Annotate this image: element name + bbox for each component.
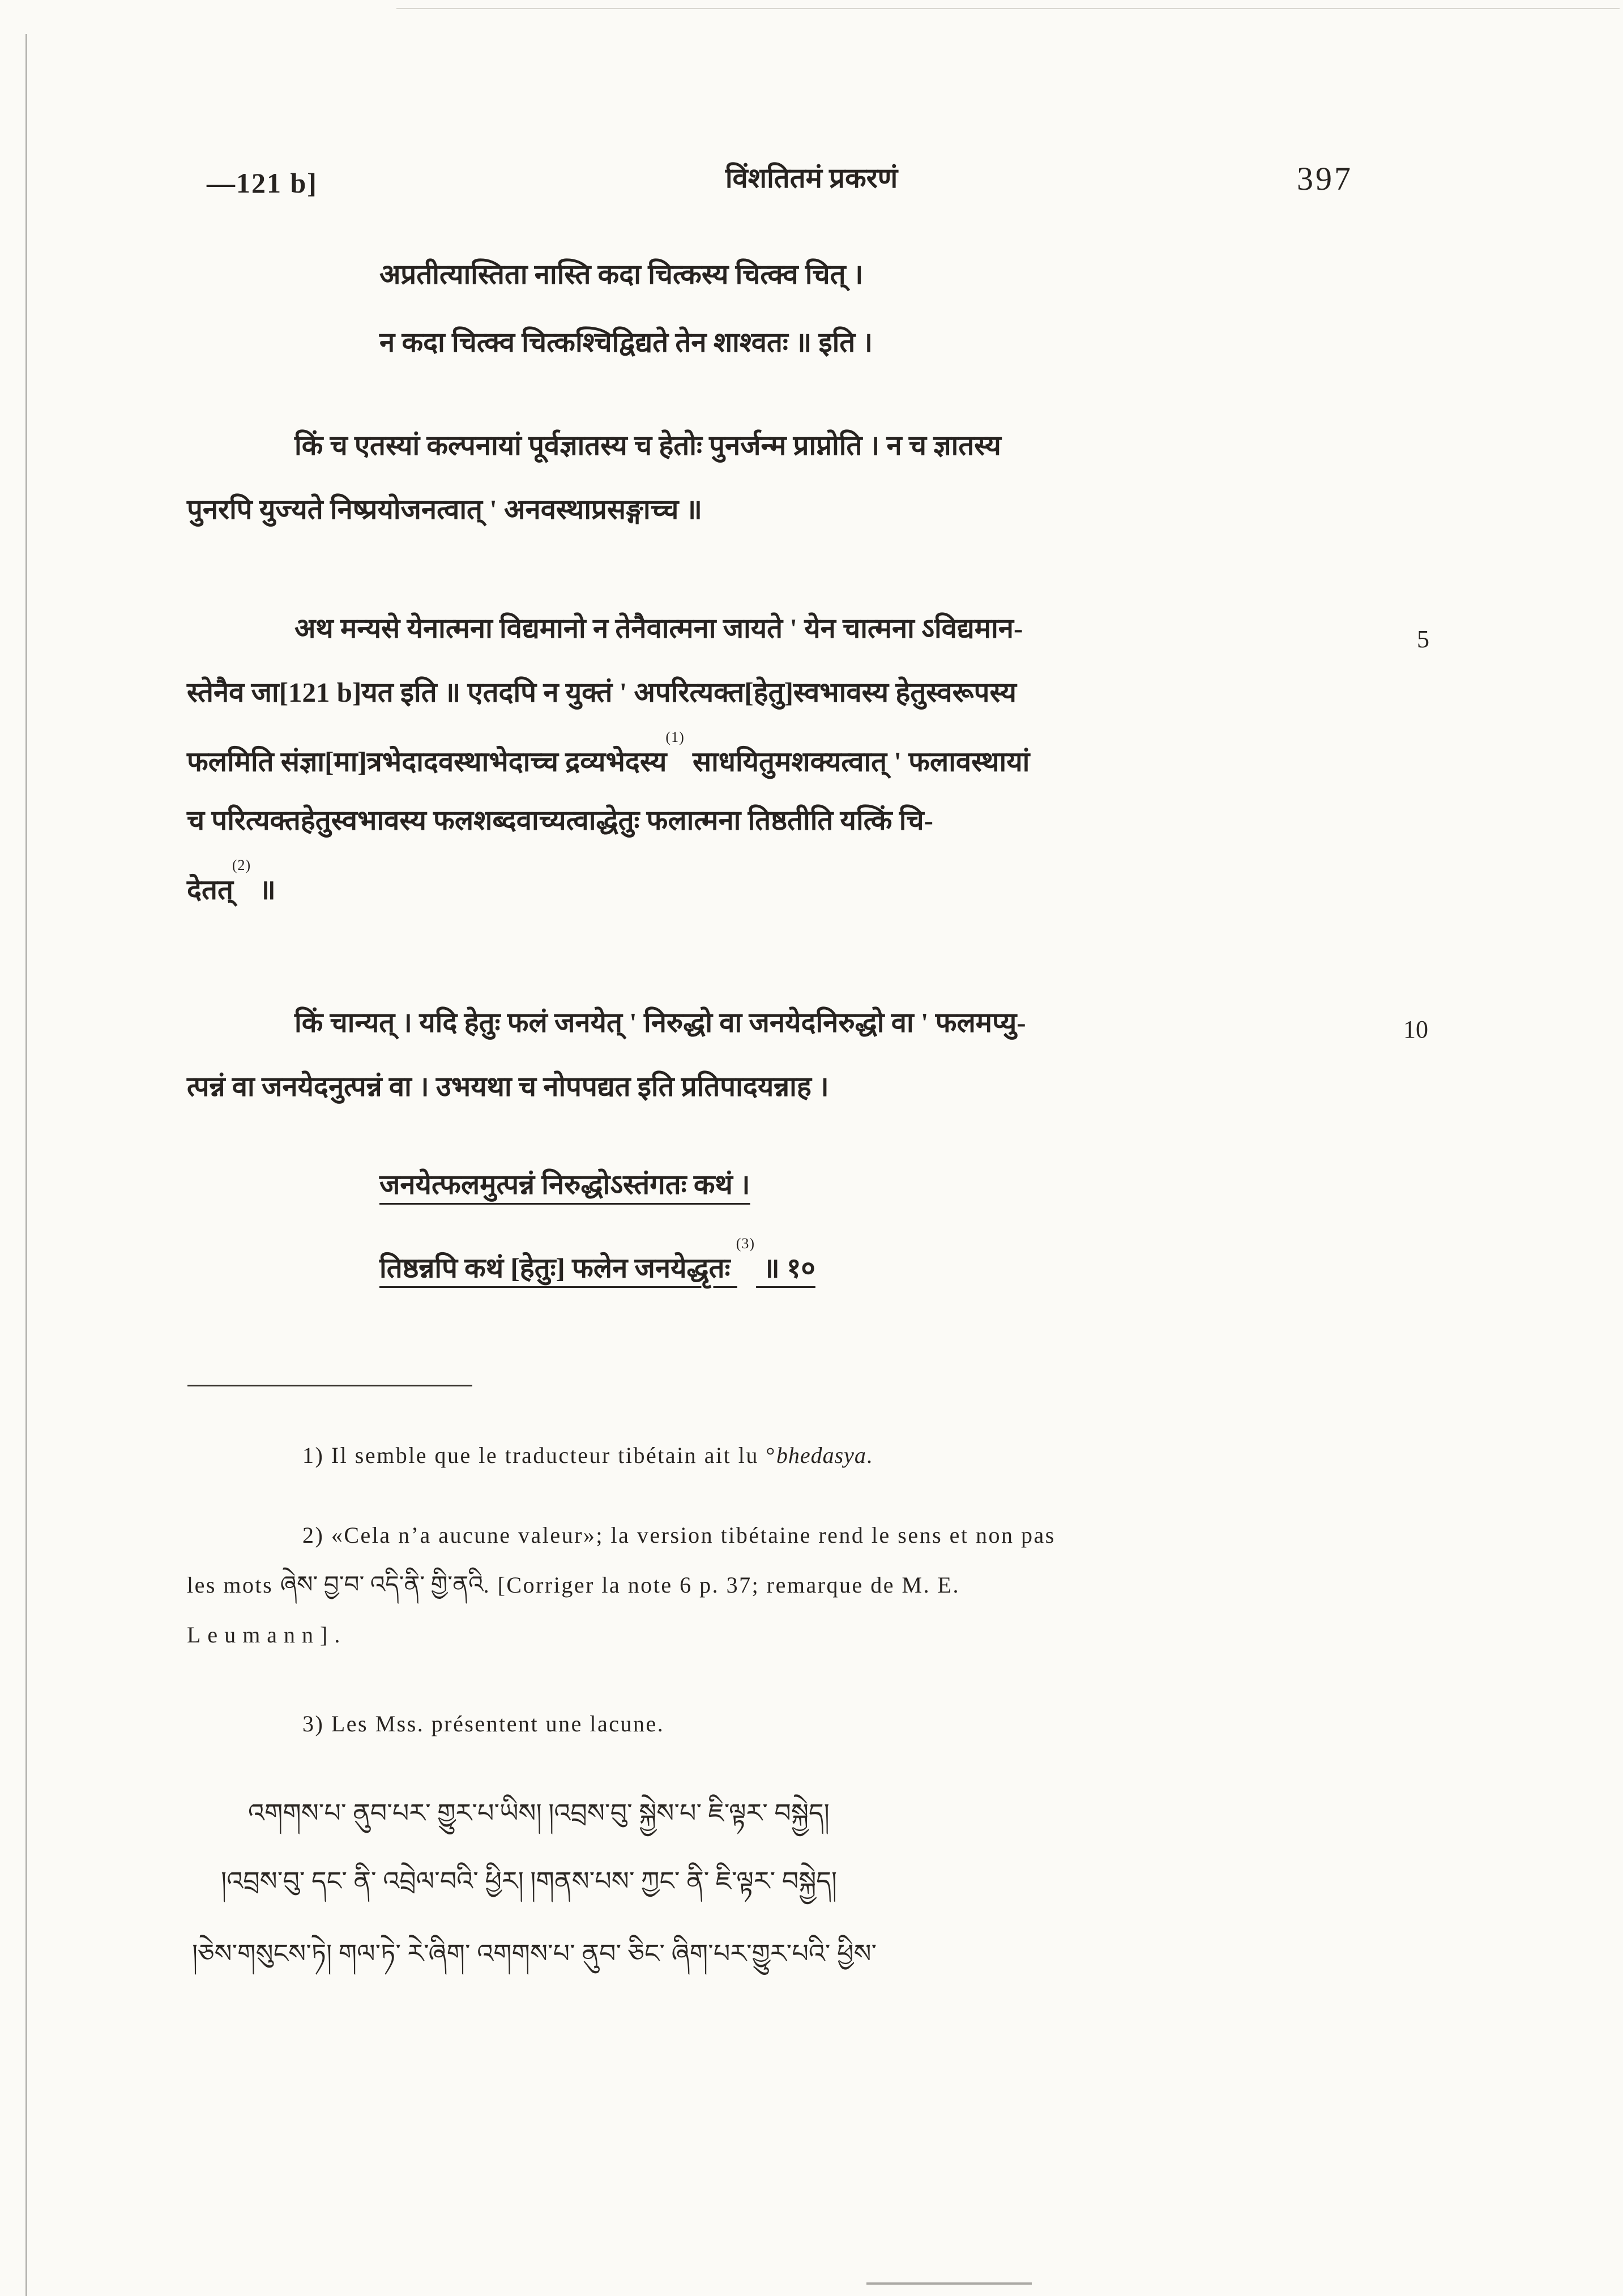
prose-paragraph-3 (187, 991, 1026, 1119)
body-line (187, 724, 1030, 788)
body-line: त्पन्नं वा जनयेदनुत्पन्नं वा । उभयथा च नोपपद्यत इति प्रतिपादयन्नाह । (187, 1071, 829, 1102)
footnote-separator-rule (187, 1385, 472, 1386)
margin-line-number-10: 10 (1403, 1015, 1428, 1043)
body-line-segment: फलमिति संज्ञा[मा]त्रभेदादवस्थाभेदाच्च द्रव्यभेदस्य (187, 746, 667, 778)
footnote-marker-3: (3) (736, 1235, 755, 1252)
footnote-line (187, 1560, 1056, 1610)
folio-marker: —121 b] (207, 167, 318, 199)
body-line: च परित्यक्तहेतुस्वभावस्य फलशब्दवाच्यत्वाद्धेतुः फलात्मना तिष्ठतीति यत्किं चि- (187, 805, 933, 836)
verse-line-segment: ॥ १० (756, 1252, 815, 1284)
tibetan-verse-line-2: །འབྲས་བུ་ དང་ ནི་ འབྲེལ་བའི་ ཕྱིར། །གནས་པས་ ཀྱང་ ནི་ ཇི་ལྟར་ བསྐྱེད། (221, 1867, 838, 1896)
margin-line-number-5: 5 (1417, 625, 1429, 653)
verse-line: न कदा चित्क्व चित्कश्चिद्विद्यते तेन शाश्वतः ॥ इति । (379, 327, 873, 358)
footnote-2 (187, 1510, 1056, 1660)
footnote-text: les mots (187, 1572, 280, 1598)
body-line-segment: साधयितुमशक्यत्वात् ' फलावस्थायां (685, 746, 1030, 778)
footnote-tibetan-phrase: ཞེས་ བྱ་བ་ འདི་ནི་ གྱི་ནའི (280, 1572, 484, 1598)
chapter-title: विंशतितमं प्रकरणं (725, 163, 898, 194)
footnote-text: . (866, 1443, 874, 1468)
footnote-marker-1: (1) (665, 729, 685, 745)
footnote-marker-2: (2) (232, 857, 251, 873)
tibetan-prose-line: །ཅེས་གསུངས་ཏེ། གལ་ཏེ་ རེ་ཞིག་ འགགས་པ་ ནུབ་ ཅིང་ ཞིག་པར་གྱུར་པའི་ ཕྱིས་ (192, 1939, 877, 1968)
page-header (0, 159, 1623, 204)
verse-line: जनयेत्फलमुत्पन्नं निरुद्धोऽस्तंगतः कथं । (379, 1169, 750, 1200)
body-line-segment: ॥ (252, 874, 276, 906)
body-line: किं चान्यत् । यदि हेतुः फलं जनयेत् ' निरुद्धो वा जनयेदनिरुद्धो वा ' फलमप्यु- (294, 1007, 1026, 1038)
prose-paragraph-1 (187, 413, 1001, 541)
footnote-1 (187, 1431, 873, 1480)
footnote-3 (187, 1699, 664, 1749)
verse-block-2-karika (379, 1146, 815, 1302)
footnote-line: 3) Les Mss. présentent une lacune. (302, 1711, 665, 1736)
footnote-line: Leumann]. (187, 1622, 347, 1648)
footnote-text: 1) Il semble que le traducteur tibétain ait lu ° (302, 1443, 776, 1468)
body-line-segment: देतत् (187, 874, 233, 906)
footnote-line: 2) «Cela n’a aucune valeur»; la version tibétaine rend le sens et non pas (302, 1522, 1056, 1548)
prose-paragraph-2 (187, 596, 1030, 916)
verse-line-segment: तिष्ठन्नपि कथं [हेतुः] फलेन जनयेद्धृतः (379, 1252, 737, 1284)
body-line: स्तेनैव जा[121 b]यत इति ॥ एतदपि न युक्तं ' अपरित्यक्त[हेतु]स्वभावस्य हेतुस्वरूपस्य (187, 677, 1016, 708)
footnote-italic-term: bhedasya (776, 1443, 866, 1468)
body-line: किं च एतस्यां कल्पनायां पूर्वज्ञातस्य च हेतोः पुनर्जन्म प्राप्नोति । न च ज्ञातस्य (294, 430, 1001, 461)
scan-artifact-top-line (396, 8, 1620, 9)
body-line (187, 852, 1030, 916)
verse-block-1 (379, 241, 873, 377)
scan-artifact-left-line (25, 34, 27, 2296)
scan-artifact-bottom-mark (866, 2282, 1032, 2285)
tibetan-verse-line-1: འགགས་པ་ ནུབ་པར་ གྱུར་པ་ཡིས། །འབྲས་བུ་ སྐྱེས་པ་ ཇི་ལྟར་ བསྐྱེད། (248, 1799, 830, 1828)
footnote-text: . [Corriger la note 6 p. 37; remarque de M. E. (483, 1572, 960, 1598)
page-number: 397 (1297, 160, 1353, 197)
body-line: अथ मन्यसे येनात्मना विद्यमानो न तेनैवात्मना जायते ' येन चात्मना ऽविद्यमान- (294, 613, 1023, 644)
verse-line: अप्रतीत्यास्तिता नास्ति कदा चित्कस्य चित्क्व चित् । (379, 259, 864, 290)
body-line: पुनरपि युज्यते निष्प्रयोजनत्वात् ' अनवस्थाप्रसङ्गाच्च ॥ (187, 494, 702, 525)
footnote-line (187, 1431, 873, 1480)
